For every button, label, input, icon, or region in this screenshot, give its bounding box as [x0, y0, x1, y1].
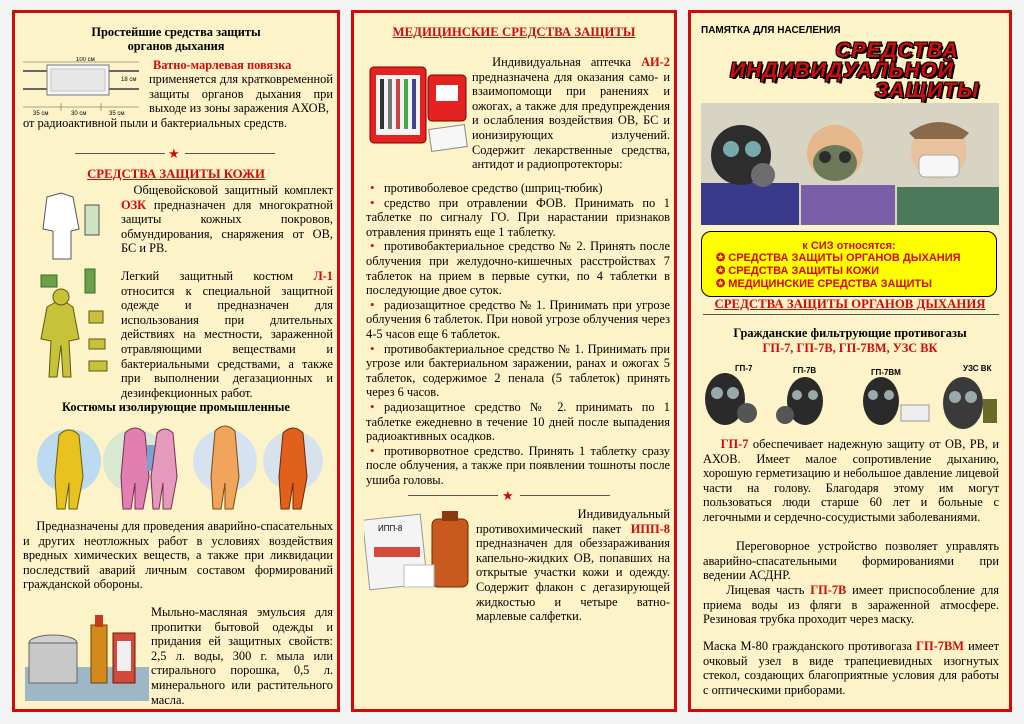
ozk-paragraph — [121, 183, 333, 256]
dim-35a: 35 см — [33, 111, 49, 117]
bandage-diagram — [21, 57, 143, 117]
skin-title: СРЕДСТВА ЗАЩИТЫ КОЖИ — [87, 167, 265, 181]
ai2-kit-image — [366, 55, 470, 155]
emulsion-text: Мыльно-масляная эмульсия для пропитки бытовой одежды и придания ей защитных свойств: 2,5 л. воды, 300 г. мыла или стирального порошка, 0,5 л. минерального или растительного масла. — [151, 605, 333, 707]
industrial-suits-images — [35, 417, 325, 517]
bandage-intro — [149, 58, 333, 73]
emulsion-paragraph — [151, 605, 333, 707]
ai2-items-list — [366, 181, 670, 487]
l1-paragraph — [121, 269, 333, 400]
gp7v-post: имеет приспособление для приема воды из фляги в зараженной атмосфере. Резиновая трубка проходит через маску. — [703, 583, 1000, 627]
suits-text: Предназначены для проведения аварийно-спасательных и других неотложных работ в условиях воздействия вредных химических веществ, а также при ликвидации последствий аварий личным составом формирований гражданской обороны. — [23, 519, 333, 592]
mask-label-gp7: ГП-7 — [735, 364, 753, 373]
l1-post: относится к специальной защитной одежде и предназначен для использования при длительных действиях на местности, зараженной отравляющими веществами и бактериальными средствами, а также при выполнении дегазационных и дезинфекционных работ. — [121, 283, 333, 400]
gasmasks-image — [701, 359, 1001, 435]
ozk-suit-images — [27, 189, 109, 389]
civil-gasmasks-models: ГП-7, ГП-7В, ГП-7ВМ, УЗС ВК — [762, 341, 938, 355]
gp7v-pre: Лицевая часть — [726, 583, 811, 597]
ozk-pre: Общевойсковой защитный комплект — [133, 183, 333, 197]
dim-35b: 35 см — [109, 111, 125, 117]
bandage-text-remainder: от радиоактивной пыли и бактериальных средств. — [23, 116, 288, 130]
divider — [408, 495, 498, 496]
suits-paragraph — [23, 519, 333, 592]
star-icon: ★ — [502, 488, 514, 503]
bandage-name: Ватно-марлевая повязка — [153, 58, 292, 72]
siz-item-breath: ✪ СРЕДСТВА ЗАЩИТЫ ОРГАНОВ ДЫХАНИЯ — [702, 252, 996, 265]
ai2-pre: Индивидуальная аптечка — [492, 55, 642, 69]
divider — [75, 153, 165, 154]
siz-title: к СИЗ относятся: — [802, 240, 896, 252]
mask-label-uzs-vk: УЗС ВК — [963, 364, 992, 373]
ai2-item-antibacterial-2: • противобактериальное средство № 2. Принять после облучения при желудочно-кишечных расстройствах 7 таблеток на прием в первые сутки, по 4 таблетки в последующие двое суток. — [366, 239, 670, 297]
gp7v-paragraph — [703, 583, 999, 627]
dim-100: 100 см — [76, 57, 95, 63]
dim-18: 18 см — [121, 77, 137, 83]
ai2-item-antiemetic: • противорвотное средство. Принять 1 таблетку сразу после облучения, а также при появлении тошноты после ушиба головы. — [366, 444, 670, 488]
title-line-1: СРЕДСТВА — [835, 39, 959, 62]
ozk-code: ОЗК — [121, 197, 147, 212]
people-gasmasks-image — [701, 103, 999, 225]
siz-list-box — [701, 231, 997, 297]
ai2-item-fov: • средство при отравлении ФОВ. Принимать по 1 таблетке по сигналу ГО. При нарастании признаков отравления принять еще 1 таблетку. — [366, 196, 670, 240]
m80-post: имеет очковый узел в виде трапециевидных изогнутых стекол, создающих благоприятные условия для работы с оптическими приборами. — [703, 639, 999, 697]
gp7-code: ГП-7 — [720, 437, 749, 451]
panel-middle — [351, 10, 677, 712]
ozk-post: предназначен для многократной защиты кожных покровов, обмундирования, снаряжения от ОВ, БС и РВ. — [121, 197, 333, 256]
dim-30: 30 см — [71, 111, 87, 117]
ai2-item-antibacterial-1: • противобактериальное средство № 1. Принимать при угрозе или бактериальном заражении, ранах и ожогах 5 таблеток, содержимое 2 пенала (5 таблеток) принять через 6 часов. — [366, 342, 670, 400]
siz-item-medical: ✪ МЕДИЦИНСКИЕ СРЕДСТВА ЗАЩИТЫ — [702, 278, 996, 291]
title-line-3: ЗАЩИТЫ — [874, 79, 980, 102]
divider — [703, 314, 999, 315]
m80-paragraph — [703, 639, 999, 697]
ipp8-code: ИПП-8 — [630, 521, 670, 536]
memo-label: ПАМЯТКА ДЛЯ НАСЕЛЕНИЯ — [701, 25, 841, 36]
gp7-post: обеспечивает надежную защиту от ОВ, РВ, и АХОВ. Имеет малое сопротивление дыханию, хорошую герметизацию и небольшое давление лицевой части на голову. Благодаря этому им могут пользоваться люди старше 60 лет и больные с легочными и сердечно-сосудистыми заболеваниями. — [703, 437, 999, 524]
divider — [520, 495, 610, 496]
civil-gasmasks-title: Гражданские фильтрующие противогазы — [733, 326, 967, 340]
title-line-2: ИНДИВИДУАЛЬНОЙ — [730, 59, 954, 82]
divider — [185, 153, 275, 154]
breath-title-line1: Простейшие средства защиты — [91, 25, 261, 39]
bandage-text: применяется для кратковременной защиты органов дыхания при выходе из зоны заражения АХОВ, — [149, 72, 333, 116]
ipp8-paragraph — [476, 507, 670, 624]
mask-label-gp7v: ГП-7В — [793, 366, 817, 375]
bandage-text-top — [149, 72, 333, 116]
ipp8-package-label: ИПП-8 — [378, 524, 403, 533]
emulsion-images — [25, 607, 149, 701]
l1-pre: Легкий защитный костюм — [121, 269, 314, 283]
star-icon: ★ — [168, 146, 180, 161]
panel-right — [688, 10, 1012, 712]
ipp8-pre: Индивидуальный противохимический пакет — [476, 507, 670, 536]
panel-left — [12, 10, 340, 712]
talk-paragraph — [703, 539, 999, 583]
ai2-item-radioprotect-2: • радиозащитное средство № 2. принимать по 1 таблетке ежедневно в течение 10 дней после выпадения радиоактивных осадков. — [366, 400, 670, 444]
breath-simple-title — [15, 25, 337, 54]
ai2-item-radioprotect-1: • радиозащитное средство № 1. Принимать при угрозе облучения 6 таблеток. При новой угрозе облучения через 4-5 часов еще 6 таблеток. — [366, 298, 670, 342]
gp7v-code: ГП-7В — [810, 583, 847, 597]
ai2-post: предназначена для оказания само- и взаимопомощи при ранениях и ожогах, а также для предупреждения и ослабления воздействия ОВ, БС и ионизирующих излучений. Содержит лекарственные средства, антидот и радиопротекторы: — [472, 69, 670, 172]
suits-title: Костюмы изолирующие промышленные — [62, 400, 290, 414]
ai2-paragraph — [472, 55, 670, 172]
gp7-paragraph — [703, 437, 999, 525]
med-title: МЕДИЦИНСКИЕ СРЕДСТВА ЗАЩИТЫ — [392, 25, 636, 39]
ipp8-post: предназначен для обеззараживания капельно-жидких ОВ, попавших на открытые участки кожи и одежду. Содержит флакон с дегазирующей жидкостью и четыре ватно-марлевые салфетки. — [476, 536, 670, 624]
ai2-code: АИ-2 — [641, 55, 670, 69]
talk-text: Переговорное устройство позволяет управлять аварийно-спасательными формированиями при ведении АСДНР. — [703, 539, 1000, 583]
siz-item-skin: ✪ СРЕДСТВА ЗАЩИТЫ КОЖИ — [702, 265, 996, 278]
main-title — [730, 39, 1003, 102]
l1-code: Л-1 — [313, 269, 333, 283]
mask-label-gp7vm: ГП-7ВМ — [871, 368, 901, 377]
m80-code: ГП-7ВМ — [916, 639, 964, 653]
ai2-item-painkiller: • противоболевое средство (шприц-тюбик) — [366, 181, 670, 196]
breath-title: СРЕДСТВА ЗАЩИТЫ ОРГАНОВ ДЫХАНИЯ — [714, 297, 986, 311]
m80-pre: Маска М-80 гражданского противогаза — [703, 639, 917, 653]
bandage-text-bottom — [23, 116, 333, 131]
breath-title-line2: органов дыхания — [127, 39, 225, 53]
ipp8-image — [364, 507, 472, 597]
